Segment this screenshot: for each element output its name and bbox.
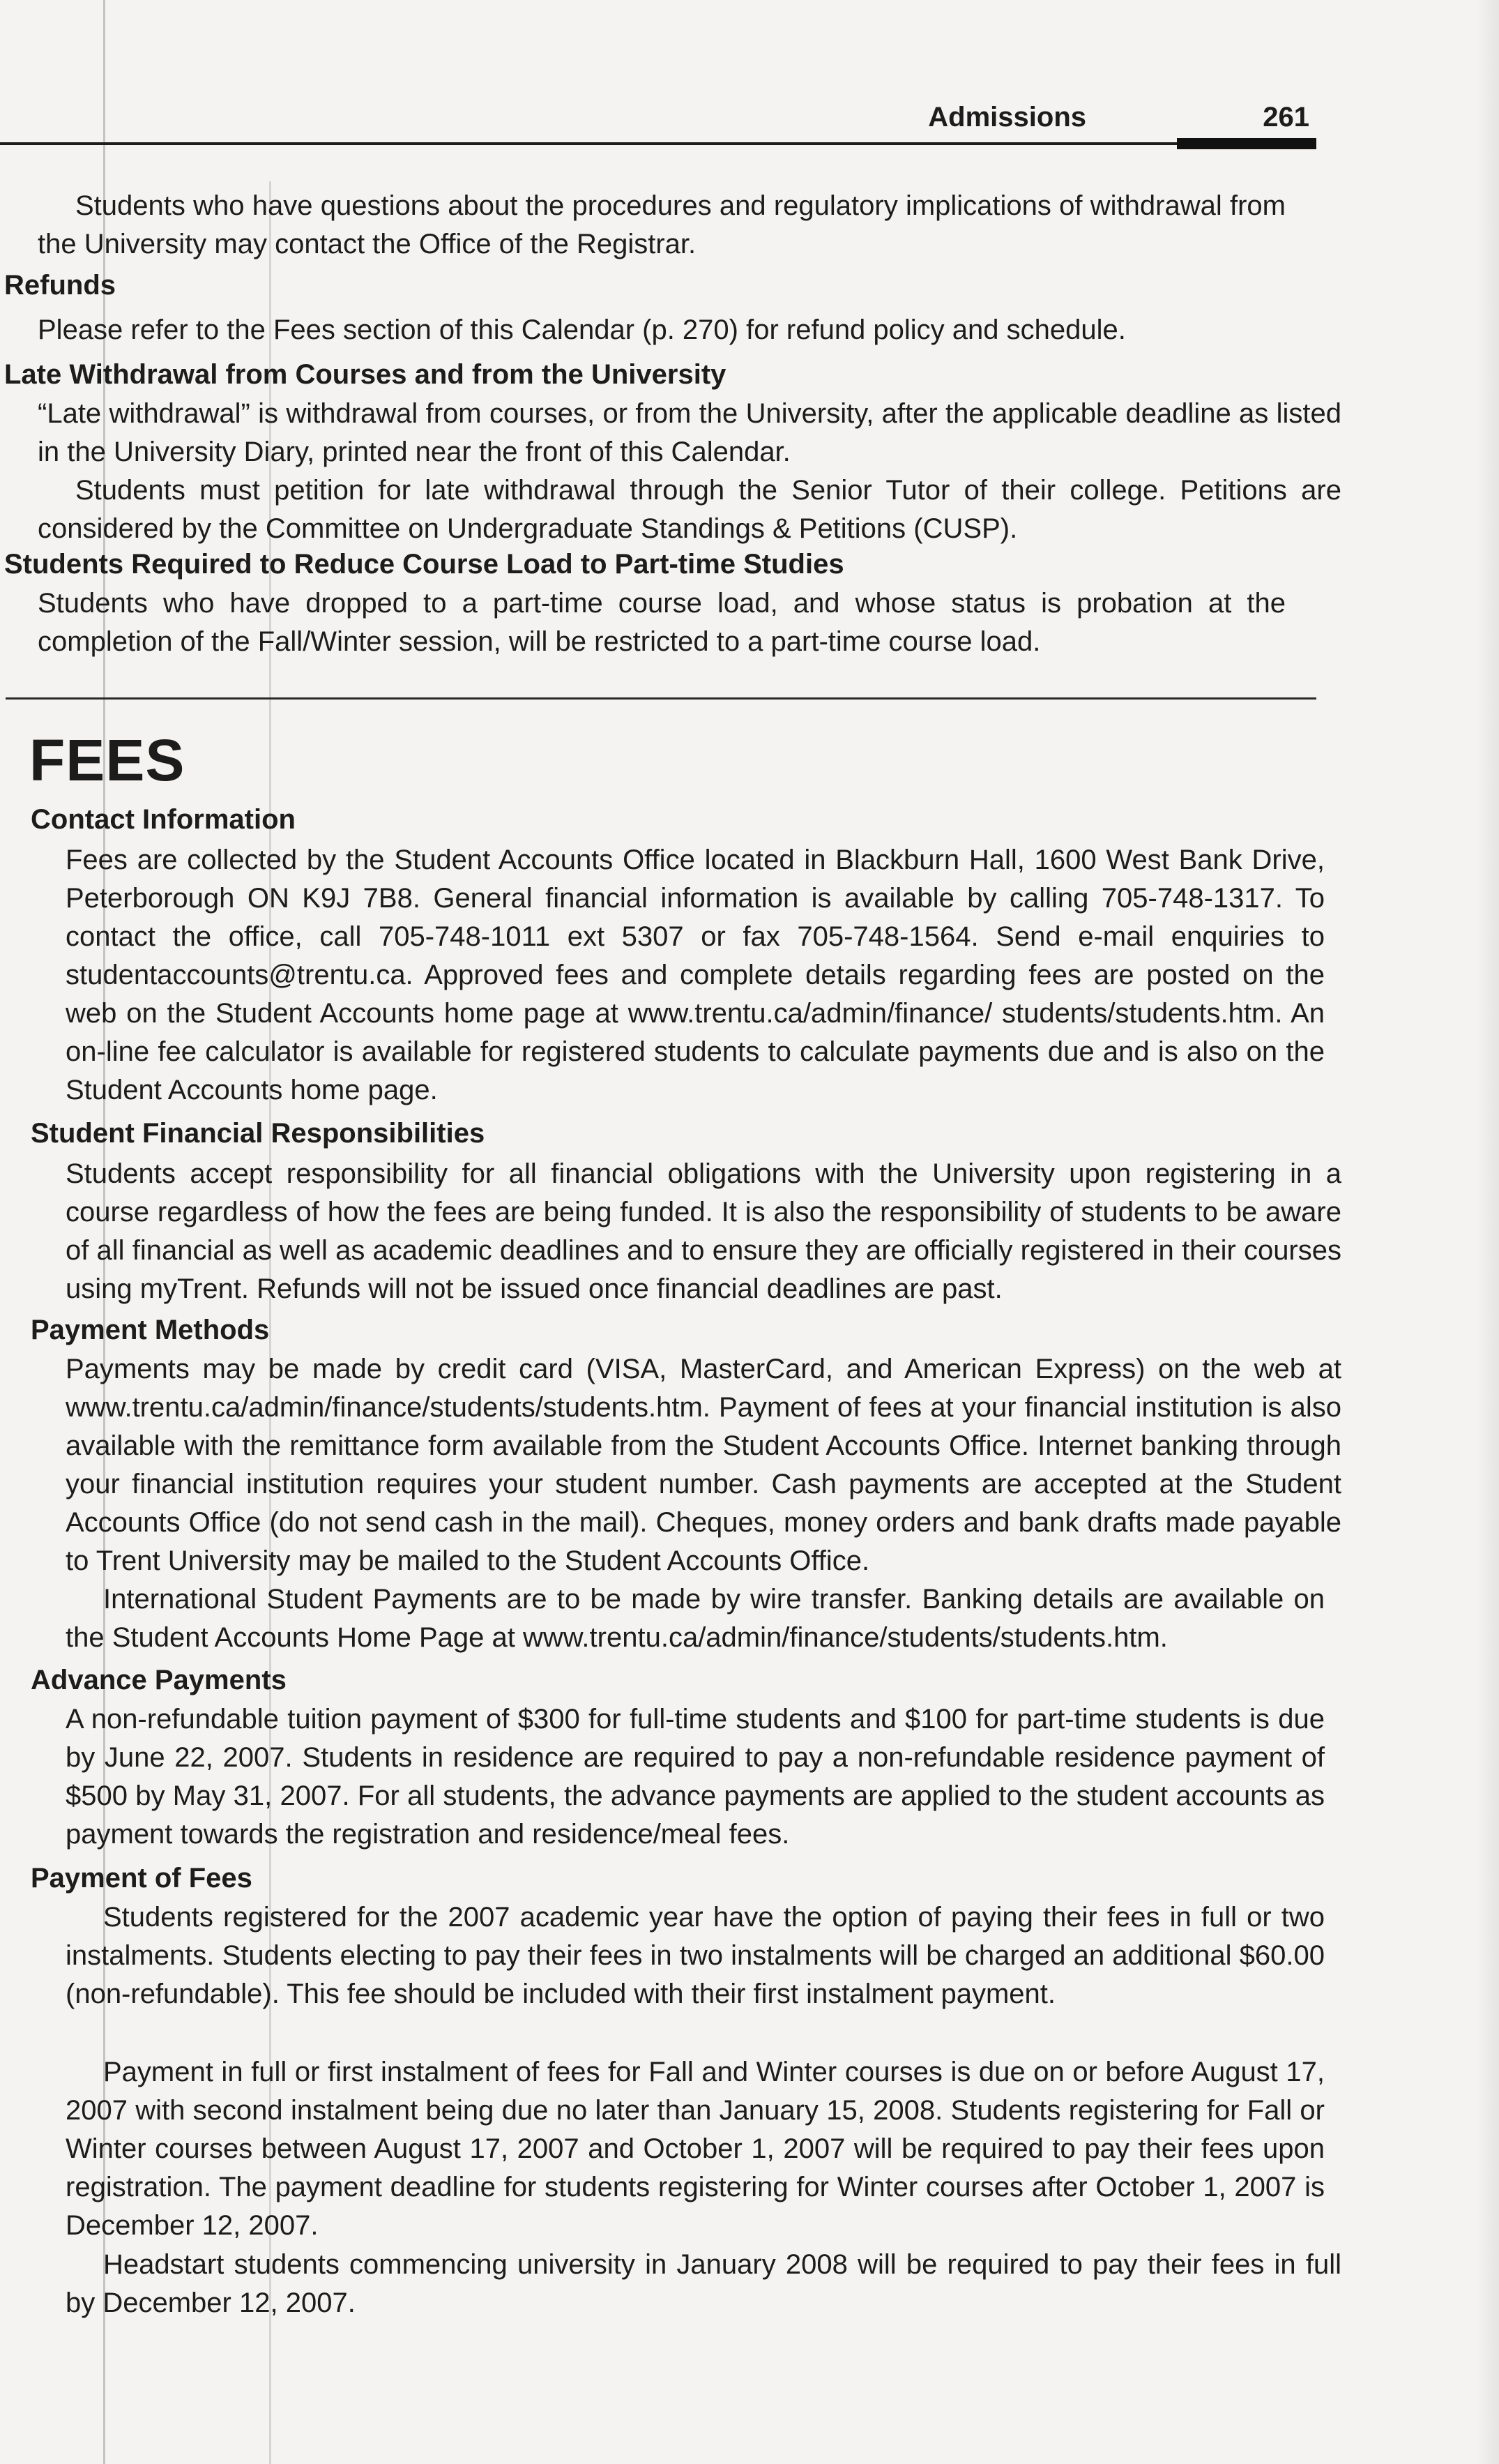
running-header [0, 98, 1316, 153]
late-withdrawal-paragraph-2: Students must petition for late withdrawal through the Senior Tutor of their college. Petitions are considered by the Committee on Undergraduate Standings & Petitions (CUSP). [38, 475, 1341, 544]
header-section-title: Admissions [928, 102, 1086, 133]
header-rule [0, 142, 1316, 145]
header-thumb-tab [1177, 138, 1316, 149]
payment-of-fees-heading: Payment of Fees [31, 1863, 252, 1894]
payment-methods-paragraph-2: International Student Payments are to be made by wire transfer. Banking details are available on the Student Accounts Home Page at www.trentu.ca/admin/finance/students/students.htm. [66, 1584, 1325, 1653]
fees-section-title: FEES [29, 727, 185, 793]
section-divider [6, 697, 1316, 700]
reduce-course-load-paragraph: Students who have dropped to a part-time course load, and whose status is probation at the completion of the Fall/Winter session, will be restricted to a part-time course load. [38, 588, 1286, 657]
payment-methods-paragraph-1: Payments may be made by credit card (VISA, MasterCard, and American Express) on the web at www.trentu.ca/admin/finance/students/students.htm. Payment of fees at your financial institution is also available with the remittance form available from the Student Accounts Office. Internet banking through your financial institution requires your student number. Cash payments are accepted at the Student Accounts Office (do not send cash in the mail). Cheques, money orders and bank drafts made payable to Trent University may be mailed to the Student Accounts Office. [66, 1354, 1341, 1576]
payment-of-fees-paragraph-1: Students registered for the 2007 academic year have the option of paying their fees in full or two instalments. Students electing to pay their fees in two instalments will be charged an additional $60.00 (non-refundable). This fee should be included with their first instalment payment. [66, 1902, 1325, 2009]
financial-responsibilities-paragraph: Students accept responsibility for all financial obligations with the University upon registering in a course regardless of how the fees are being funded. It is also the responsibility of students to be aware of all financial as well as academic deadlines and to ensure they are officially registered in their courses using myTrent. Refunds will not be issued once financial deadlines are past. [66, 1158, 1341, 1304]
late-withdrawal-heading: Late Withdrawal from Courses and from the University [4, 359, 726, 390]
advance-payments-heading: Advance Payments [31, 1665, 287, 1695]
payment-methods-heading: Payment Methods [31, 1315, 270, 1345]
payment-of-fees-paragraph-3: Headstart students commencing university in January 2008 will be required to pay their fees in full by December 12, 2007. [66, 2249, 1341, 2318]
payment-of-fees-paragraph-2: Payment in full or first instalment of fees for Fall and Winter courses is due on or before August 17, 2007 with second instalment being due no later than January 15, 2008. Students registering for Fall or Winter courses between August 17, 2007 and October 1, 2007 will be required to pay their fees upon registration. The payment deadline for students registering for Winter courses after October 1, 2007 is December 12, 2007. [66, 2057, 1325, 2241]
withdrawal-intro-paragraph: Students who have questions about the procedures and regulatory implications of withdrawal from the University may contact the Office of the Registrar. [38, 190, 1286, 259]
contact-information-heading: Contact Information [31, 804, 296, 835]
contact-information-paragraph: Fees are collected by the Student Accounts Office located in Blackburn Hall, 1600 West Bank Drive, Peterborough ON K9J 7B8. General financial information is available by calling 705-748-1317. To contact the office, call 705-748-1011 ext 5307 or fax 705-748-1564. Send e-mail enquiries to studentaccounts@trentu.ca. Approved fees and complete details regarding fees are posted on the web on the Student Accounts home page at www.trentu.ca/admin/finance/ students/students.htm. An on-line fee calculator is available for registered students to calculate payments due and is also on the Student Accounts home page. [66, 845, 1325, 1105]
refunds-heading: Refunds [4, 270, 116, 301]
late-withdrawal-paragraph-1: “Late withdrawal” is withdrawal from courses, or from the University, after the applicable deadline as listed in the University Diary, printed near the front of this Calendar. [38, 398, 1341, 467]
advance-payments-paragraph: A non-refundable tuition payment of $300 for full-time students and $100 for part-time students is due by June 22, 2007. Students in residence are required to pay a non-refundable residence payment of $500 by May 31, 2007. For all students, the advance payments are applied to the student accounts as payment towards the registration and residence/meal fees. [66, 1704, 1325, 1850]
reduce-course-load-heading: Students Required to Reduce Course Load to Part-time Studies [4, 549, 844, 580]
financial-responsibilities-heading: Student Financial Responsibilities [31, 1118, 485, 1149]
page-number: 261 [1263, 102, 1309, 133]
refunds-paragraph: Please refer to the Fees section of this Calendar (p. 270) for refund policy and schedule. [38, 315, 1126, 345]
page-edge-shadow [1477, 0, 1499, 2464]
